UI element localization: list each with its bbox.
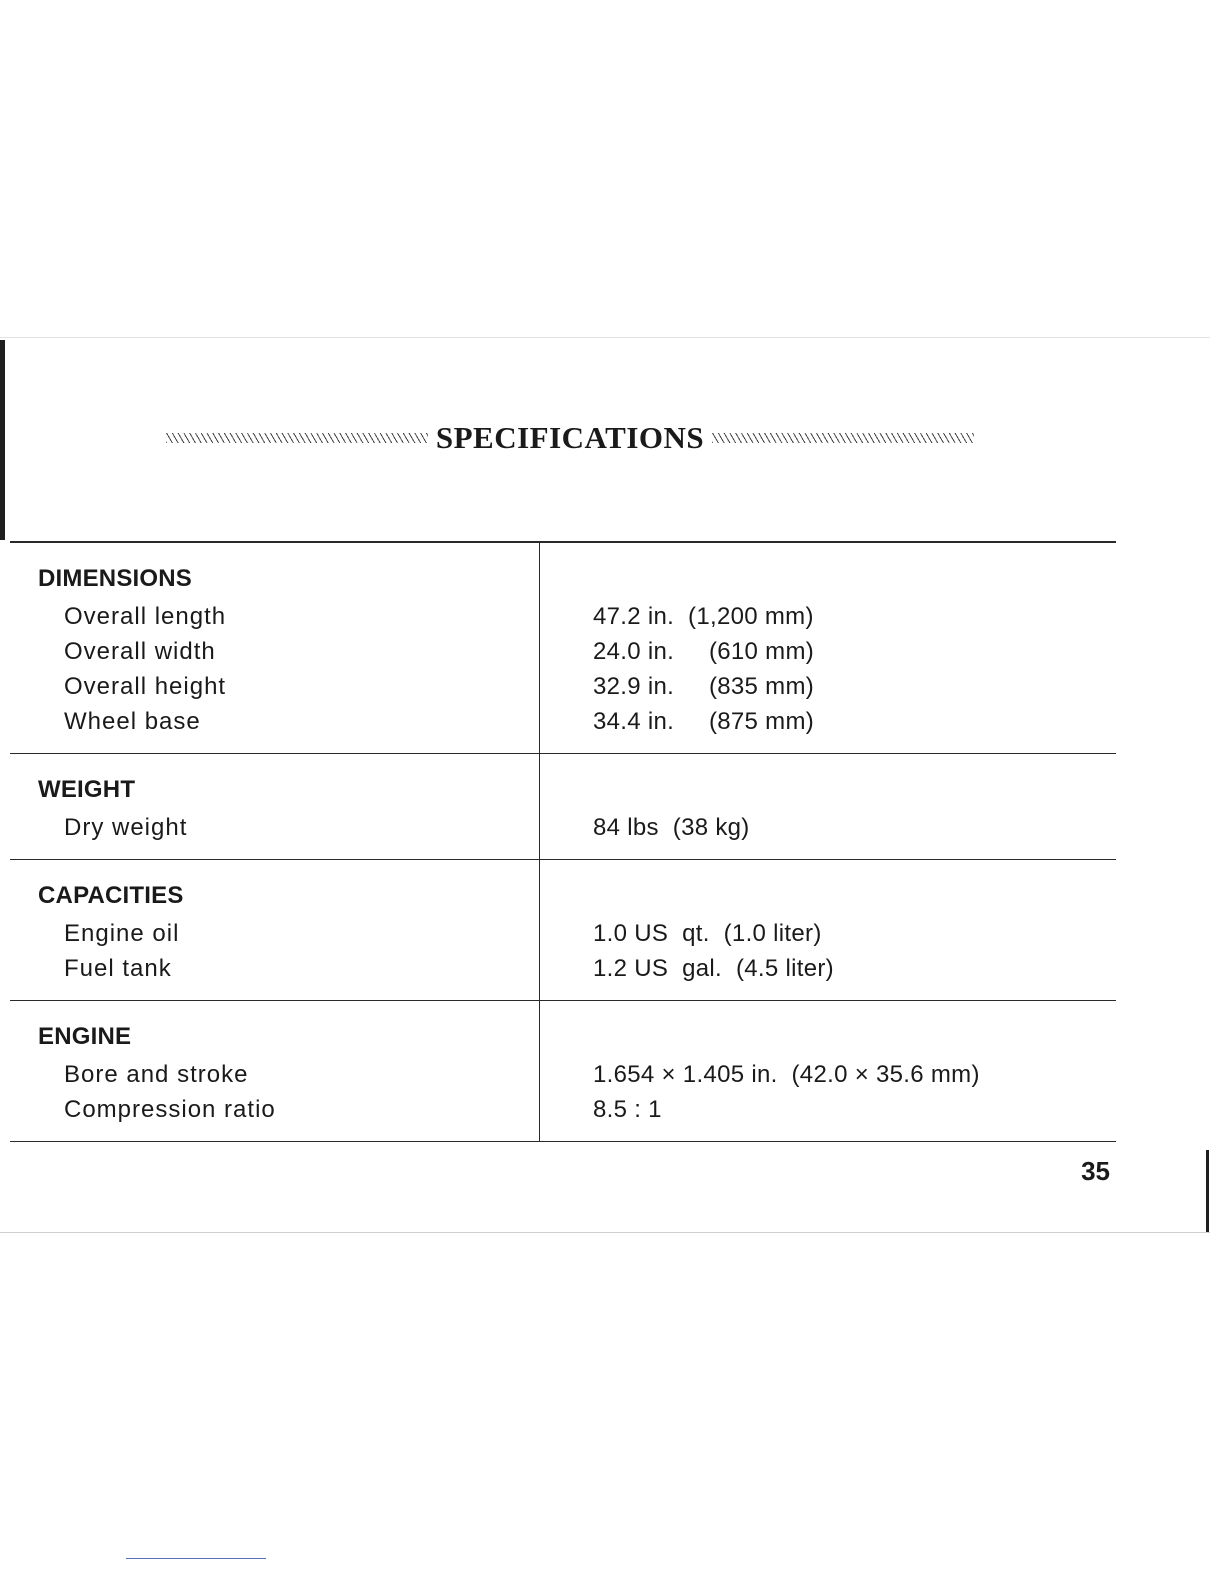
- spec-label: Compression ratio: [64, 1096, 276, 1123]
- spec-label: Dry weight: [64, 814, 188, 841]
- spec-value: 1.2 US gal. (4.5 liter): [593, 955, 834, 982]
- section-weight: [10, 754, 1116, 860]
- page-header: [160, 416, 980, 460]
- section-heading: ENGINE: [38, 1023, 132, 1050]
- spec-value: 34.4 in. (875 mm): [593, 708, 815, 735]
- value-column: [540, 754, 1116, 859]
- bottom-rule: [0, 1232, 1210, 1233]
- spec-label: Overall width: [64, 638, 216, 665]
- section-engine: [10, 1001, 1116, 1142]
- section-heading: WEIGHT: [38, 776, 136, 803]
- label-column: [10, 860, 540, 1000]
- spec-value: 1.654 × 1.405 in. (42.0 × 35.6 mm): [593, 1061, 980, 1088]
- label-column: [10, 1001, 540, 1141]
- binding-edge-right: [1206, 1150, 1209, 1232]
- value-column: [540, 543, 1116, 753]
- spec-label: Engine oil: [64, 920, 180, 947]
- value-column: [540, 860, 1116, 1000]
- section-heading: DIMENSIONS: [38, 565, 193, 592]
- section-heading: CAPACITIES: [38, 882, 184, 909]
- label-column: [10, 754, 540, 859]
- spec-value: 24.0 in. (610 mm): [593, 638, 815, 665]
- spec-label: Fuel tank: [64, 955, 172, 982]
- spec-label: Overall height: [64, 673, 227, 700]
- spec-label: Overall length: [64, 603, 227, 630]
- spec-label: Bore and stroke: [64, 1061, 249, 1088]
- hatch-ornament-left: [166, 433, 428, 443]
- section-capacities: [10, 860, 1116, 1001]
- specifications-table: [10, 541, 1116, 1142]
- bottom-underline: [126, 1558, 266, 1559]
- value-column: [540, 1001, 1116, 1141]
- spec-label: Wheel base: [64, 708, 201, 735]
- section-dimensions: [10, 543, 1116, 754]
- binding-edge-left: [0, 340, 5, 540]
- page-title: SPECIFICATIONS: [435, 420, 705, 455]
- label-column: [10, 543, 540, 753]
- page-number: 35: [1081, 1156, 1110, 1186]
- spec-value: 1.0 US qt. (1.0 liter): [593, 920, 822, 947]
- spec-value: 47.2 in. (1,200 mm): [593, 603, 814, 630]
- top-rule: [0, 337, 1210, 338]
- spec-value: 84 lbs (38 kg): [593, 814, 750, 841]
- spec-value: 32.9 in. (835 mm): [593, 673, 815, 700]
- spec-value: 8.5 : 1: [593, 1096, 662, 1123]
- hatch-ornament-right: [712, 433, 974, 443]
